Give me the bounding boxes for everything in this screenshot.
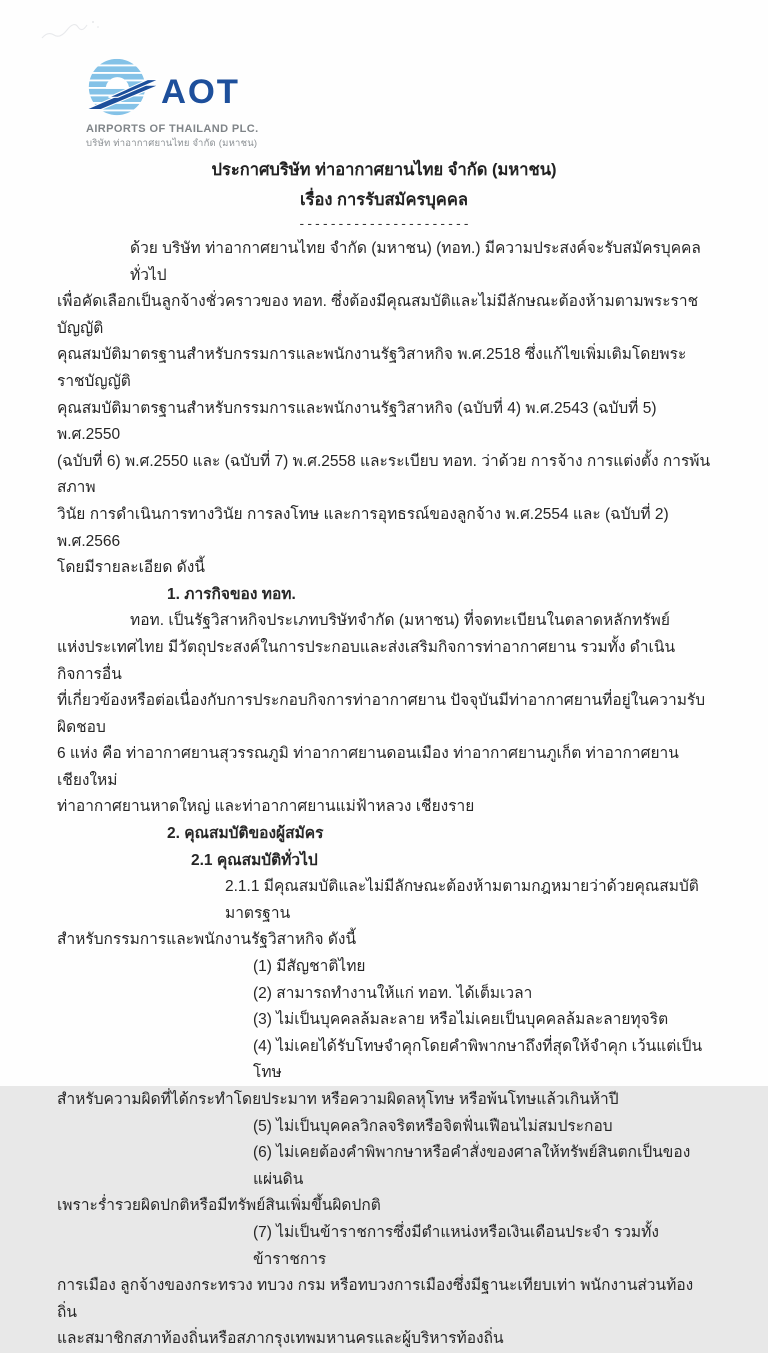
document-text-line: การเมือง ลูกจ้างของกระทรวง ทบวง กรม หรือทบวงการเมืองซึ่งมีฐานะเทียบเท่า พนักงานส่วนท้องถิ่น <box>57 1277 694 1321</box>
document-text-line: (2) สามารถทำงานให้แก่ ทอท. ได้เต็มเวลา <box>253 984 533 1002</box>
aot-logo-icon <box>86 54 240 120</box>
announcement-title: ประกาศบริษัท ท่าอากาศยานไทย จำกัด (มหาชน) <box>211 161 557 179</box>
document-text-line: ที่เกี่ยวข้องหรือต่อเนื่องกับการประกอบกิจการท่าอากาศยาน ปัจจุบันมีท่าอากาศยานที่อยู่ในความรับผิดชอบ <box>57 692 706 736</box>
announcement-header <box>0 155 768 232</box>
company-name-th: บริษัท ท่าอากาศยานไทย จำกัด (มหาชน) <box>86 138 258 149</box>
document-text-line: ท่าอากาศยานหาดใหญ่ และท่าอากาศยานแม่ฟ้าหลวง เชียงราย <box>57 798 475 816</box>
document-text-line: คุณสมบัติมาตรฐานสำหรับกรรมการและพนักงานรัฐวิสาหกิจ พ.ศ.2518 ซึ่งแก้ไขเพิ่มเติมโดยพระราชบัญญัติ <box>57 346 687 390</box>
document-text-line: ทอท. เป็นรัฐวิสาหกิจประเภทบริษัทจำกัด (มหาชน) ที่จดทะเบียนในตลาดหลักทรัพย์ <box>130 612 670 630</box>
document-text-line: คุณสมบัติมาตรฐานสำหรับกรรมการและพนักงานรัฐวิสาหกิจ (ฉบับที่ 4) พ.ศ.2543 (ฉบับที่ 5) พ.ศ.2550 <box>57 399 657 444</box>
document-text-line: (6) ไม่เคยต้องคำพิพากษาหรือคำสั่งของศาลให้ทรัพย์สินตกเป็นของแผ่นดิน <box>253 1144 691 1188</box>
document-text-line: (3) ไม่เป็นบุคคลล้มละลาย หรือไม่เคยเป็นบุคคลล้มละลายทุจริต <box>253 1011 669 1029</box>
document-text-line: 6 แห่ง คือ ท่าอากาศยานสุวรรณภูมิ ท่าอากาศยานดอนเมือง ท่าอากาศยานภูเก็ต ท่าอากาศยานเชียงใหม่ <box>57 745 679 789</box>
document-text-line: สำหรับความผิดที่ได้กระทำโดยประมาท หรือความผิดลหุโทษ หรือพ้นโทษแล้วเกินห้าปี <box>57 1091 619 1108</box>
logo-block <box>86 54 259 151</box>
title-separator: ---------------------- <box>297 217 471 232</box>
document-text-line: โดยมีรายละเอียด ดังนี้ <box>57 559 205 577</box>
document-text-line: (7) ไม่เป็นข้าราชการซึ่งมีตำแหน่งหรือเงินเดือนประจำ รวมทั้งข้าราชการ <box>253 1223 659 1268</box>
document-text-line: วินัย การดำเนินการทางวินัย การลงโทษ และการอุทธรณ์ของลูกจ้าง พ.ศ.2554 และ (ฉบับที่ 2) พ.ศ.2566 <box>57 505 669 550</box>
section-heading-line: 2. คุณสมบัติของผู้สมัคร <box>167 825 324 843</box>
company-name-en: AIRPORTS OF THAILAND PLC. <box>86 123 259 135</box>
pencil-mark <box>40 14 110 44</box>
document-text-line: ด้วย บริษัท ท่าอากาศยานไทย จำกัด (มหาชน) (ทอท.) มีความประสงค์จะรับสมัครบุคคลทั่วไป <box>130 240 701 284</box>
document-text-line: (1) มีสัญชาติไทย <box>253 958 366 976</box>
document-text-line: 2.1.1 มีคุณสมบัติและไม่มีลักษณะต้องห้ามตามกฎหมายว่าด้วยคุณสมบัติมาตรฐาน <box>225 878 699 922</box>
section-heading-line: 1. ภารกิจของ ทอท. <box>167 585 296 603</box>
document-text-line: สำหรับกรรมการและพนักงานรัฐวิสาหกิจ ดังนี้ <box>57 931 357 949</box>
document-text-line: และสมาชิกสภาท้องถิ่นหรือสภากรุงเทพมหานครและผู้บริหารท้องถิ่น <box>57 1330 504 1348</box>
document-text-line: (ฉบับที่ 6) พ.ศ.2550 และ (ฉบับที่ 7) พ.ศ.2558 และระเบียบ ทอท. ว่าด้วย การจ้าง การแต่งตั้ง การพ้นสภาพ <box>57 452 711 497</box>
section-heading-line: 2.1 คุณสมบัติทั่วไป <box>191 851 318 869</box>
document-text-line: (4) ไม่เคยได้รับโทษจำคุกโดยคำพิพากษาถึงที่สุดให้จำคุก เว้นแต่เป็นโทษ <box>253 1037 703 1082</box>
document-text-line: (5) ไม่เป็นบุคคลวิกลจริตหรือจิตฟั่นเฟือนไม่สมประกอบ <box>253 1117 613 1135</box>
logo-acronym: AOT <box>161 72 240 111</box>
document-text-line: เพื่อคัดเลือกเป็นลูกจ้างชั่วคราวของ ทอท. ซึ่งต้องมีคุณสมบัติและไม่มีลักษณะต้องห้ามตามพระราชบัญญัติ <box>57 293 699 337</box>
document-text-line: เพราะร่ำรวยผิดปกติหรือมีทรัพย์สินเพิ่มขึ้นผิดปกติ <box>57 1197 381 1215</box>
document-text-line: แห่งประเทศไทย มีวัตถุประสงค์ในการประกอบและส่งเสริมกิจการท่าอากาศยาน รวมทั้ง ดำเนินกิจการอื่น <box>57 638 676 683</box>
announcement-subject: เรื่อง การรับสมัครบุคคล <box>299 191 468 209</box>
document-body <box>57 236 713 1353</box>
